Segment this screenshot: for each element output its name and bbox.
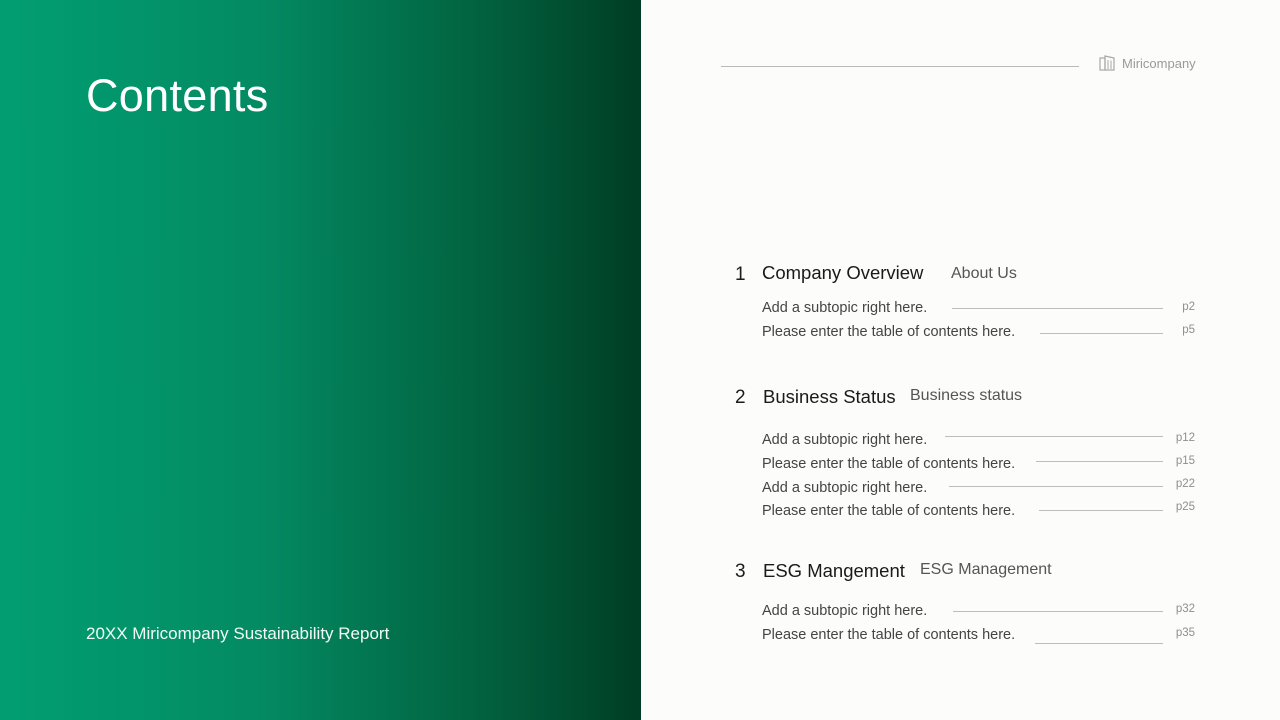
page-number: p15 (1175, 455, 1195, 467)
leader-line (1035, 643, 1163, 644)
toc-entry-label: Add a subtopic right here. (762, 603, 928, 619)
toc-entry[interactable] (762, 432, 1195, 452)
building-logo-icon (1099, 55, 1116, 71)
page-number: p25 (1175, 501, 1195, 513)
leader-line (1040, 333, 1163, 334)
brand-name: Miricompany (1122, 55, 1196, 71)
page-number: p5 (1182, 324, 1195, 336)
toc-entry-label: Please enter the table of contents here. (762, 456, 1016, 472)
header-divider (721, 66, 1079, 67)
section-number: 3 (735, 561, 746, 582)
toc-entry[interactable] (762, 480, 1195, 500)
section-title: Business Status (763, 386, 896, 407)
page-number: p35 (1175, 627, 1195, 639)
section-subtitle: About Us (951, 265, 1017, 282)
leader-line (945, 436, 1163, 437)
toc-entry-label: Please enter the table of contents here. (762, 503, 1016, 519)
toc-entry[interactable] (762, 300, 1195, 320)
section-title: Company Overview (762, 262, 924, 283)
leader-line (1036, 461, 1163, 462)
brand-logo (1099, 55, 1196, 71)
toc-entry[interactable] (762, 456, 1195, 476)
page-number: p32 (1175, 603, 1195, 615)
section-title: ESG Mangement (763, 560, 905, 581)
toc-entry[interactable] (762, 603, 1195, 623)
toc-entry-label: Add a subtopic right here. (762, 432, 928, 448)
page-number: p12 (1175, 432, 1195, 444)
toc-entry-label: Please enter the table of contents here. (762, 627, 1016, 643)
leader-line (952, 308, 1163, 309)
section-subtitle: Business status (910, 387, 1023, 404)
section-number: 2 (735, 387, 746, 408)
page-title: Contents (86, 70, 269, 121)
leader-line (953, 611, 1163, 612)
page-number: p22 (1175, 478, 1195, 490)
section-subtitle: ESG Management (920, 561, 1052, 578)
report-title: 20XX Miricompany Sustainability Report (86, 624, 390, 643)
toc-entry-label: Add a subtopic right here. (762, 300, 928, 316)
leader-line (949, 486, 1163, 487)
toc-entry[interactable] (762, 324, 1195, 344)
toc-entry-label: Please enter the table of contents here. (762, 324, 1016, 340)
toc-entry-label: Add a subtopic right here. (762, 480, 928, 496)
leader-line (1039, 510, 1163, 511)
section-number: 1 (735, 264, 746, 285)
toc-entry[interactable] (762, 503, 1195, 523)
page-number: p2 (1182, 301, 1195, 313)
toc-entry[interactable] (762, 627, 1195, 647)
